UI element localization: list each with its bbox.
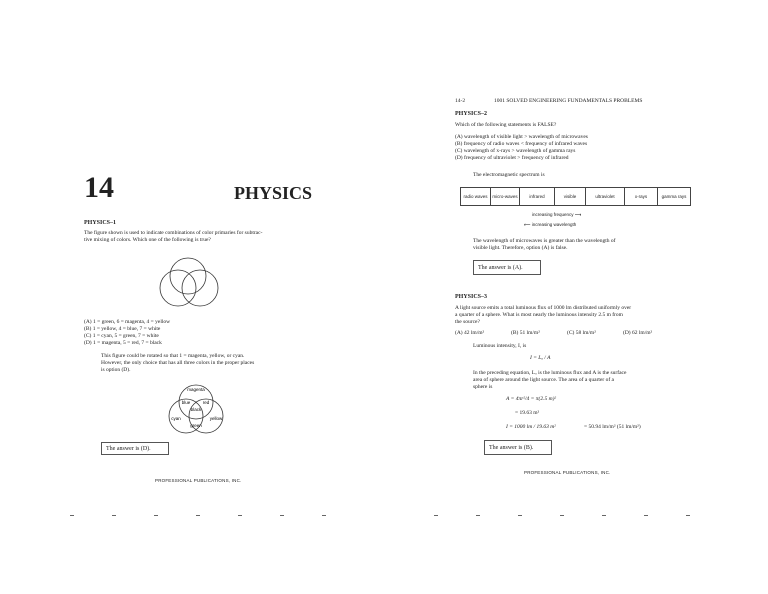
spectrum-radio: radio waves [461,188,491,205]
problem2-option-b: (B) frequency of radio waves < frequency of infrared waves [455,141,588,147]
problem3-question-line: a quarter of a sphere. What is most nearly the luminous intensity 2.5 m from [455,312,623,318]
problem2-option-c: (C) wavelength of x-rays > wavelength of gamma rays [455,148,576,154]
problem2-explanation-line: visible light. Therefore, option (A) is false. [473,245,568,251]
spectrum-infrared: infrared [520,188,555,205]
increasing-wavelength-label [524,222,576,228]
spectrum-xrays: x-rays [625,188,658,205]
spectrum-microwaves: micro-waves [491,188,520,205]
problem2-heading: PHYSICS–2 [455,111,488,117]
problem2-answer-box [473,260,541,275]
problem3-option-d: (D) 62 lm/m² [623,330,653,336]
problem2-option-a: (A) wavelength of visible light > wavelength of microwaves [455,134,588,140]
problem3-question-line: the source? [455,319,480,325]
problem3-option-a: (A) 42 lm/m² [455,330,485,336]
venn-diagram-colors [158,378,238,442]
problem3-option-b: (B) 51 lm/m² [511,330,540,336]
right-footer: PROFESSIONAL PUBLICATIONS, INC. [524,470,611,475]
problem1-option-a: (A) 1 = green, 6 = magenta, 4 = yellow [84,319,171,325]
venn-diagram-numbers [150,250,240,315]
arrow-right-icon: ⟶ [574,212,582,217]
equation-area: A = 4πr²/4 = π(2.5 m)² [506,396,557,402]
problem2-answer: The answer is (A). [478,264,523,271]
problem1-answer-box [101,442,169,455]
venn-label-red: red [202,400,210,405]
increasing-wavelength-text: increasing wavelength [531,222,577,227]
problem1-heading: PHYSICS–1 [84,220,117,226]
venn-label-yellow: yellow [209,416,223,421]
problem2-question: Which of the following statements is FALSE? [455,122,557,128]
venn-label-black: black [190,407,202,412]
problem3-answer-box [484,440,552,455]
equation-intensity-result: = 50.94 lm/m² (51 lm/m²) [584,424,641,430]
problem1-option-d: (D) 1 = magenta, 5 = red, 7 = black [84,340,162,346]
problem3-question-line: A light source emits a total luminous flux of 1000 lm distributed uniformly over [455,305,632,311]
spectrum-ultraviolet: ultraviolet [586,188,625,205]
problem3-explanation-line: area of sphere around the light source. The area of a quarter of a [473,377,614,383]
problem3-explanation-line: sphere is [473,384,493,390]
problem1-question-line: tive mixing of colors. Which one of the following is true? [84,237,211,243]
problem1-answer: The answer is (D). [106,445,151,452]
increasing-frequency-text: increasing frequency [532,212,574,217]
problem1-question-line: The figure shown is used to indicate combinations of color primaries for subtrac- [84,230,263,236]
problem3-heading: PHYSICS–3 [455,294,488,300]
venn-label-green: green [190,423,202,428]
problem1-explanation-line: However, the only choice that has all three colors in the proper places [101,360,255,366]
chapter-number: 14 [84,171,114,204]
problem3-explanation-line: In the preceding equation, Lₒ is the luminous flux and A is the surface [473,370,627,376]
electromagnetic-spectrum [460,187,691,206]
problem1-option-b: (B) 1 = yellow, 4 = blue, 7 = white [84,326,161,332]
page-number: 14-2 [455,98,466,104]
venn-label-blue: blue [181,400,191,405]
venn-label-magenta: magenta [187,387,205,392]
problem2-option-d: (D) frequency of ultraviolet > frequency of infrared [455,155,569,161]
right-page [384,0,768,594]
increasing-frequency-label [532,212,581,218]
equation-intensity-calc: I = 1000 lm / 19.63 m² [506,424,556,430]
intensity-intro: Luminous intensity, I, is [473,343,527,349]
problem1-explanation-line: is option (D). [101,367,131,373]
spectrum-gamma: gamma rays [661,194,687,199]
problem3-option-c: (C) 58 lm/m² [567,330,596,336]
problem1-option-c: (C) 1 = cyan, 5 = green, 7 = white [84,333,159,339]
spectrum-visible: visible [555,188,586,205]
problem1-explanation-line: This figure could be rotated so that 1 = magenta, yellow, or cyan. [101,353,245,359]
spectrum-intro: The electromagnetic spectrum is [473,172,545,178]
venn-label-cyan: cyan [171,416,181,421]
arrow-left-icon: ⟵ [524,222,532,227]
equation-area-value: = 19.63 m² [515,410,540,416]
equation-intensity: I = Lₒ / A [530,355,551,361]
chapter-title: PHYSICS [234,183,313,203]
left-footer: PROFESSIONAL PUBLICATIONS, INC. [155,478,242,483]
running-head: 1001 SOLVED ENGINEERING FUNDAMENTALS PROBLEMS [494,98,643,104]
problem2-explanation-line: The wavelength of microwaves is greater than the wavelength of [473,238,616,244]
problem3-answer: The answer is (B). [489,444,534,451]
